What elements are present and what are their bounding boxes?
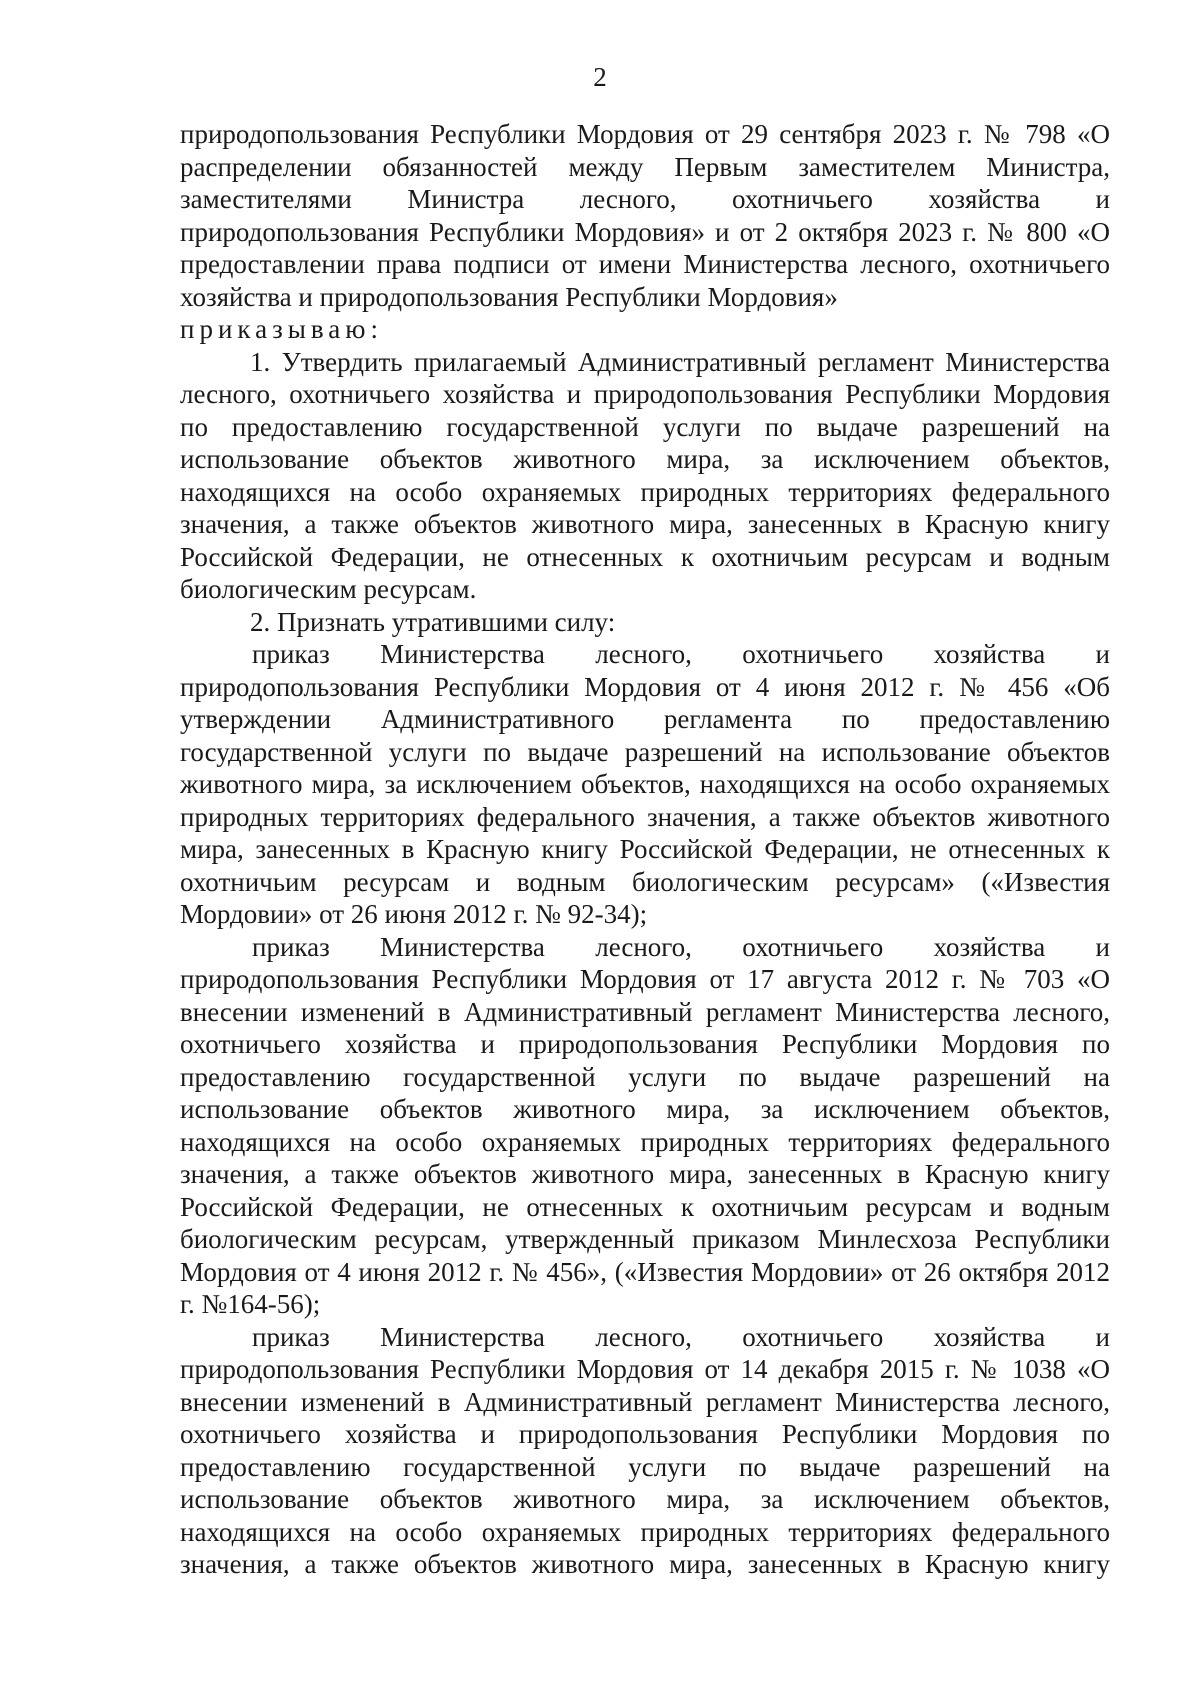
page-number: 2 [593,62,607,92]
item-1: 1. Утвердить прилагаемый Административный регламент Министерства лесного, охотничьего хозяйства и природопользования Республики Мордовия по предоставлению государственной услуги по выдаче разрешений на использование объектов животного мира, за исключением объектов, находящихся на особо охраняемых природных территориях федерального значения, а также объектов животного мира, занесенных в Красную книгу Российской Федерации, не отнесенных к охотничьим ресурсам и водным биологическим ресурсам. [180,346,1110,604]
repealed-order-1: приказ Министерства лесного, охотничьего хозяйства и природопользования Республики Мордовия от 4 июня 2012 г. № 456 «Об утверждении Административного регламента по предоставлению государственной услуги по выдаче разрешений на использование объектов животного мира, за исключением объектов, находящихся на особо охраняемых природных территориях федерального значения, а также объектов животного мира, занесенных в Красную книгу Российской Федерации, не отнесенных к охотничьим ресурсам и водным биологическим ресурсам» («Известия Мордовии» от 26 июня 2012 г. № 92-34); [180,639,1110,929]
repealed-order-3: приказ Министерства лесного, охотничьего хозяйства и природопользования Республики Мордовия от 14 декабря 2015 г. № 1038 «О внесении изменений в Административный регламент Министерства лесного, охотничьего хозяйства и природопользования Республики Мордовия по предоставлению государственной услуги по выдаче разрешений на использование объектов животного мира, за исключением объектов, находящихся на особо охраняемых природных территориях федерального значения, а также объектов животного мира, занесенных в Красную книгу [180,1321,1110,1579]
document-body [180,118,1110,1581]
intro-paragraph: природопользования Республики Мордовия от 29 сентября 2023 г. № 798 «О распределении обязанностей между Первым заместителем Министра, заместителями Министра лесного, охотничьего хозяйства и природопользования Республики Мордовия» и от 2 октября 2023 г. № 800 «О предоставлении права подписи от имени Министерства лесного, охотничьего хозяйства и природопользования Республики Мордовия» [180,119,1110,312]
item-2: 2. Признать утратившими силу: [250,606,616,637]
order-word: приказываю: [180,314,383,344]
repealed-order-2: приказ Министерства лесного, охотничьего хозяйства и природопользования Республики Мордовия от 17 августа 2012 г. № 703 «О внесении изменений в Административный регламент Министерства лесного, охотничьего хозяйства и природопользования Республики Мордовия по предоставлению государственной услуги по выдаче разрешений на использование объектов животного мира, за исключением объектов, находящихся на особо охраняемых природных территориях федерального значения, а также объектов животного мира, занесенных в Красную книгу Российской Федерации, не отнесенных к охотничьим ресурсам и водным биологическим ресурсам, утвержденный приказом Минлесхоза Республики Мордовия от 4 июня 2012 г. № 456», («Известия Мордовии» от 26 октября 2012 г. №164-56); [180,931,1110,1319]
